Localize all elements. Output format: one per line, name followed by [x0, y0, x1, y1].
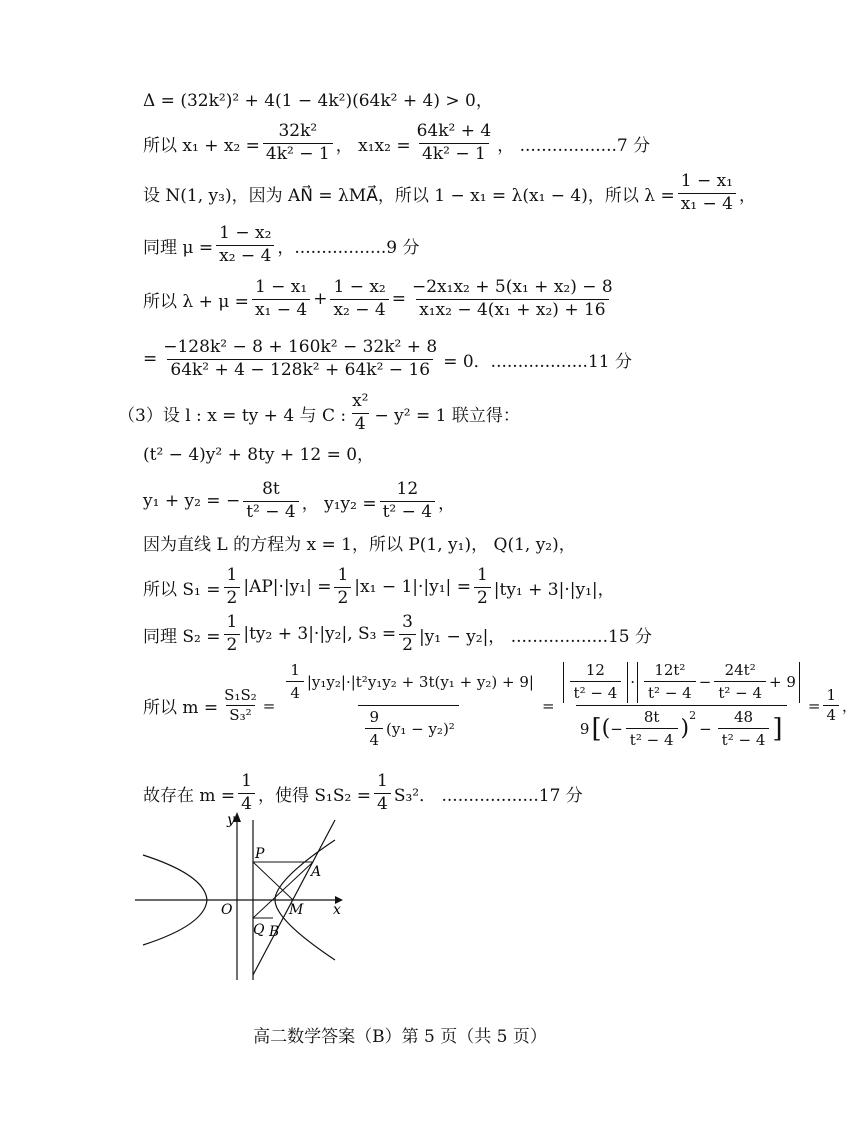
vieta-y-line: y₁ + y₂ = − $\frac{8t}{\text{t² − 4}}$ ， y₁y₂ = $\frac{12}{\text{t² − 4}}$ ，	[143, 479, 456, 522]
m-formula-line: 所以 m = $\frac{\text{S₁S₂}}{\text{S₃²}}$ = $\frac{1}{4}$ |y₁y₂|·|t²y₁y₂ + 3t(y₁ + y₂) + 9| $\frac{9}{4}$ (y₁ − y₂)² = $\frac{12}{\text{t² − 4}}$ · $\frac{\text{12t²}}{\text{t² − 4}}$ − $\frac{\text{24t²}}{\text{t² − 4}}$ + 9 9 [ ( − $\frac{8t}{\text{t² − 4}}$ ) $^2$ − $\frac{48}{\text{t² − 4}}$ ] = $\frac{1}{4}$ ，	[143, 661, 857, 749]
s2-s3-line: 同理 S₂ = $\frac{1}{2}$ |ty₂ + 3|·|y₂|, S₃ = $\frac{3}{2}$ |y₁ − y₂|， ..................15 分	[143, 612, 653, 655]
label-m: M	[289, 902, 304, 918]
sum-label: 所以 x₁ + x₂ =	[143, 135, 260, 156]
label-q: Q	[253, 922, 265, 938]
mu-line	[143, 224, 419, 266]
label-a: A	[311, 864, 322, 880]
mu-label: 同理 μ =	[143, 237, 214, 258]
lambda-fraction: $\frac{\text{1 − x₁}}{\text{x₁ − 4}}$	[678, 172, 736, 214]
combined-fraction: $\frac{\text{−2x₁x₂ + 5(x₁ + x₂) − 8}}{\text{x₁x₂ − 4(x₁ + x₂) + 16}}$	[412, 277, 613, 320]
label-b: B	[269, 924, 280, 940]
lambda-text: 设 N(1, y₃)，因为 AN⃗ = λMA⃗，所以 1 − x₁ = λ(x₁ − 4)，所以 λ =	[143, 185, 675, 206]
label-x: x	[333, 902, 341, 918]
page-footer: 高二数学答案（B）第 5 页（共 5 页）	[253, 1027, 547, 1047]
line-l-statement: 因为直线 L 的方程为 x = 1，所以 P(1, y₁)， Q(1, y₂)，	[143, 535, 576, 555]
score-15: |y₁ − y₂|， ..................15 分	[418, 626, 653, 647]
zero-result-line: = $\frac{\text{−128k² − 8 + 160k² − 32k² + 8}}{\text{64k² + 4 − 128k² + 64k² − 16}}$ = 0．..................11 分	[143, 337, 632, 380]
sum-product-line	[143, 122, 650, 164]
delta-expression: Δ = (32k²)² + 4(1 − 4k²)(64k² + 4) > 0，	[143, 91, 493, 111]
s1-line: 所以 S₁ = $\frac{1}{2}$ |AP|·|y₁| = $\frac{1}{2}$ |x₁ − 1|·|y₁| = $\frac{1}{2}$ |ty₁ + 3|·|y₁|，	[143, 565, 615, 608]
hyperbola-figure	[135, 810, 365, 985]
segment-PM	[253, 862, 293, 900]
label-y: y	[227, 812, 235, 828]
product-label: ， x₁x₂ =	[335, 135, 411, 156]
m-middle-fraction: $\frac{1}{4}$ |y₁y₂|·|t²y₁y₂ + 3t(y₁ + y₂) + 9| $\frac{9}{4}$ (y₁ − y₂)²	[279, 662, 538, 749]
lambda-line: 设 N(1, y₃)，因为 AN⃗ = λMA⃗，所以 1 − x₁ = λ(x₁ − 4)，所以 λ = $\frac{\text{1 − x₁}}{\text{x₁ − 4}}$ ，	[143, 171, 756, 214]
mu-fraction: $\frac{\text{1 − x₂}}{\text{x₂ − 4}}$	[216, 224, 274, 266]
m-right-fraction: $\frac{12}{\text{t² − 4}}$ · $\frac{\text{12t²}}{\text{t² − 4}}$ − $\frac{\text{24t²}}{\text{t² − 4}}$ + 9 9 [ ( − $\frac{8t}{\text{t² − 4}}$ ) $^2$ − $\frac{48}{\text{t² − 4}}$ ]	[559, 662, 804, 749]
score-11: = 0．..................11 分	[443, 351, 632, 372]
label-o: O	[221, 902, 233, 918]
lambda-mu-sum-line: 所以 λ + μ = $\frac{\text{1 − x₁}}{\text{x₁ − 4}}$ + $\frac{\text{1 − x₂}}{\text{x₂ − 4}}$ = $\frac{\text{−2x₁x₂ + 5(x₁ + x₂) − 8}}{\text{x₁x₂ − 4(x₁ + x₂) + 16}}$	[143, 278, 619, 320]
sum-fraction: $\frac{\text{32k²}}{\text{4k² − 1}}$	[263, 122, 333, 164]
conclusion-line: 故存在 m = $\frac{1}{4}$ ，使得 S₁S₂ = $\frac{1}{4}$ S₃²． ..................17 分	[143, 771, 583, 814]
score-9: ，.................9 分	[277, 237, 420, 258]
delta-line	[143, 86, 493, 111]
part3-heading: （3）设 l : x = ty + 4 与 C : $\frac{\text{x²}}{4}$ − y² = 1 联立得：	[118, 391, 520, 434]
quadratic-line: (t² − 4)y² + 8ty + 12 = 0，	[143, 445, 375, 465]
product-fraction: $\frac{\text{64k² + 4}}{\text{4k² − 1}}$	[416, 121, 492, 164]
label-p: P	[255, 846, 265, 862]
score-7: ， ..................7 分	[497, 135, 651, 156]
score-17: S₃²． ..................17 分	[393, 785, 583, 806]
